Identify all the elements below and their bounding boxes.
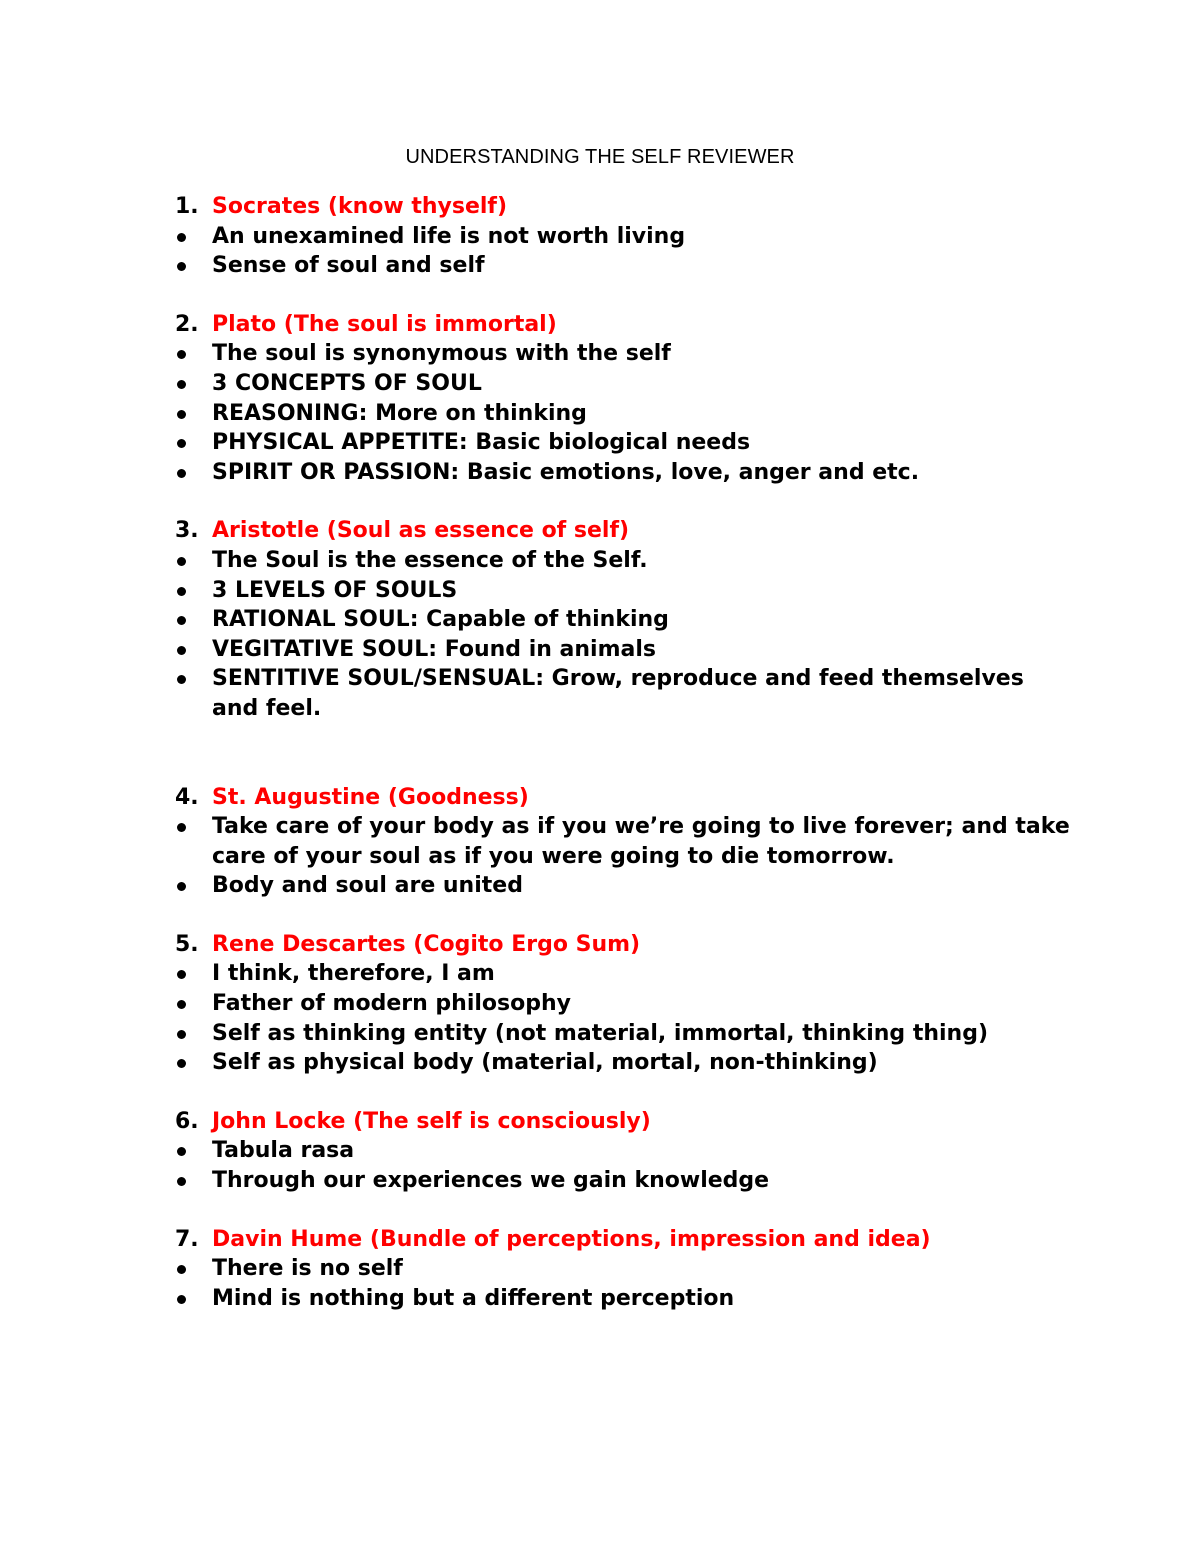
- section-heading: [175, 192, 1075, 222]
- list-item-text: The soul is synonymous with the self: [212, 341, 671, 367]
- section-number: 5.: [175, 931, 199, 957]
- section-number: 3.: [175, 518, 199, 544]
- bullet-icon: [175, 428, 212, 458]
- list-item-text: Sense of soul and self: [212, 253, 485, 279]
- section-plato: [175, 310, 1075, 488]
- bullet-icon: [175, 222, 212, 252]
- section-number: 1.: [175, 194, 199, 219]
- list-item: [175, 339, 1075, 369]
- list-item-text: SPIRIT OR PASSION: Basic emotions, love, anger and etc.: [212, 459, 920, 485]
- list-item: [175, 605, 1075, 635]
- list-item: [175, 1284, 1075, 1314]
- list-item-text: Tabula rasa: [212, 1138, 355, 1164]
- list-item-text: Mind is nothing but a different perception: [212, 1285, 735, 1311]
- list-item-text: REASONING: More on thinking: [212, 400, 587, 426]
- section-number: 4.: [175, 784, 199, 810]
- section-number: 2.: [175, 311, 199, 337]
- list-item-text: VEGITATIVE SOUL: Found in animals: [212, 636, 657, 662]
- section-socrates: [175, 192, 1075, 281]
- bullet-icon: [175, 1136, 212, 1166]
- list-item: [175, 989, 1075, 1019]
- bullet-icon: [175, 871, 212, 901]
- list-item: [175, 635, 1075, 665]
- bullet-icon: [175, 959, 212, 989]
- list-item-text: PHYSICAL APPETITE: Basic biological needs: [212, 430, 751, 456]
- list-item-text: 3 LEVELS OF SOULS: [212, 577, 458, 603]
- bullet-icon: [175, 251, 212, 281]
- bullet-icon: [175, 664, 212, 694]
- section-heading: [175, 1225, 1075, 1255]
- document-title: UNDERSTANDING THE SELF REVIEWER: [405, 146, 795, 168]
- list-item: [175, 1136, 1075, 1166]
- list-item-text: Self as physical body (material, mortal, non-thinking): [212, 1050, 878, 1076]
- list-item: [175, 428, 1075, 458]
- list-item-text: There is no self: [212, 1256, 403, 1282]
- bullet-icon: [175, 339, 212, 369]
- section-heading: [175, 1107, 1075, 1137]
- list-item: [175, 399, 1075, 429]
- bullet-icon: [175, 1254, 212, 1284]
- bullet-icon: [175, 1284, 212, 1314]
- section-davin-hume: [175, 1225, 1075, 1314]
- section-st-augustine: [175, 783, 1075, 901]
- list-item-text: Father of modern philosophy: [212, 991, 571, 1017]
- list-item-text: Self as thinking entity (not material, immortal, thinking thing): [212, 1020, 989, 1046]
- list-item: [175, 871, 1075, 901]
- list-item: [175, 369, 1075, 399]
- list-item-text: The Soul is the essence of the Self.: [212, 547, 648, 573]
- section-number: 6.: [175, 1108, 199, 1134]
- section-heading-text: Rene Descartes (Cogito Ergo Sum): [212, 931, 641, 957]
- bullet-icon: [175, 635, 212, 665]
- bullet-icon: [175, 1166, 212, 1196]
- section-heading-text: St. Augustine (Goodness): [212, 784, 529, 810]
- section-heading-text: John Locke (The self is consciously): [212, 1108, 651, 1134]
- section-rene-descartes: [175, 930, 1075, 1078]
- section-heading: [175, 930, 1075, 960]
- list-item: [175, 1254, 1075, 1284]
- list-item-text: I think, therefore, I am: [212, 961, 495, 987]
- list-item: [175, 222, 1075, 252]
- list-item-text: Take care of your body as if you we’re going to live forever; and take care of your soul as if you were going to die tomorrow.: [212, 814, 1070, 869]
- bullet-icon: [175, 989, 212, 1019]
- section-heading-text: Socrates (know thyself): [212, 194, 508, 219]
- section-heading-text: Aristotle (Soul as essence of self): [212, 518, 630, 544]
- list-item: [175, 812, 1075, 871]
- section-heading-text: Plato (The soul is immortal): [212, 311, 557, 337]
- bullet-icon: [175, 399, 212, 429]
- section-john-locke: [175, 1107, 1075, 1196]
- bullet-icon: [175, 1048, 212, 1078]
- list-item-text: Body and soul are united: [212, 873, 523, 899]
- section-heading: [175, 516, 1075, 546]
- list-item: [175, 1048, 1075, 1078]
- list-item-text: RATIONAL SOUL: Capable of thinking: [212, 607, 669, 633]
- list-item-text: Through our experiences we gain knowledge: [212, 1168, 770, 1194]
- section-heading-text: Davin Hume (Bundle of perceptions, impression and idea): [212, 1226, 931, 1252]
- bullet-icon: [175, 812, 212, 842]
- bullet-icon: [175, 605, 212, 635]
- bullet-icon: [175, 1019, 212, 1049]
- bullet-icon: [175, 546, 212, 576]
- section-number: 7.: [175, 1226, 199, 1252]
- list-item: [175, 959, 1075, 989]
- section-aristotle: [175, 516, 1075, 723]
- list-item: [175, 1166, 1075, 1196]
- section-heading: [175, 310, 1075, 340]
- bullet-icon: [175, 369, 212, 399]
- section-heading: [175, 783, 1075, 813]
- list-item: [175, 458, 1075, 488]
- list-item-text: An unexamined life is not worth living: [212, 223, 686, 249]
- document-content: [175, 192, 1075, 1342]
- list-item: [175, 1019, 1075, 1049]
- list-item: [175, 576, 1075, 606]
- list-item: [175, 546, 1075, 576]
- list-item-text: 3 CONCEPTS OF SOUL: [212, 370, 482, 396]
- bullet-icon: [175, 576, 212, 606]
- list-item: [175, 251, 1075, 281]
- list-item-text: SENTITIVE SOUL/SENSUAL: Grow, reproduce and feed themselves and feel.: [212, 666, 1024, 721]
- bullet-icon: [175, 458, 212, 488]
- list-item: [175, 664, 1075, 723]
